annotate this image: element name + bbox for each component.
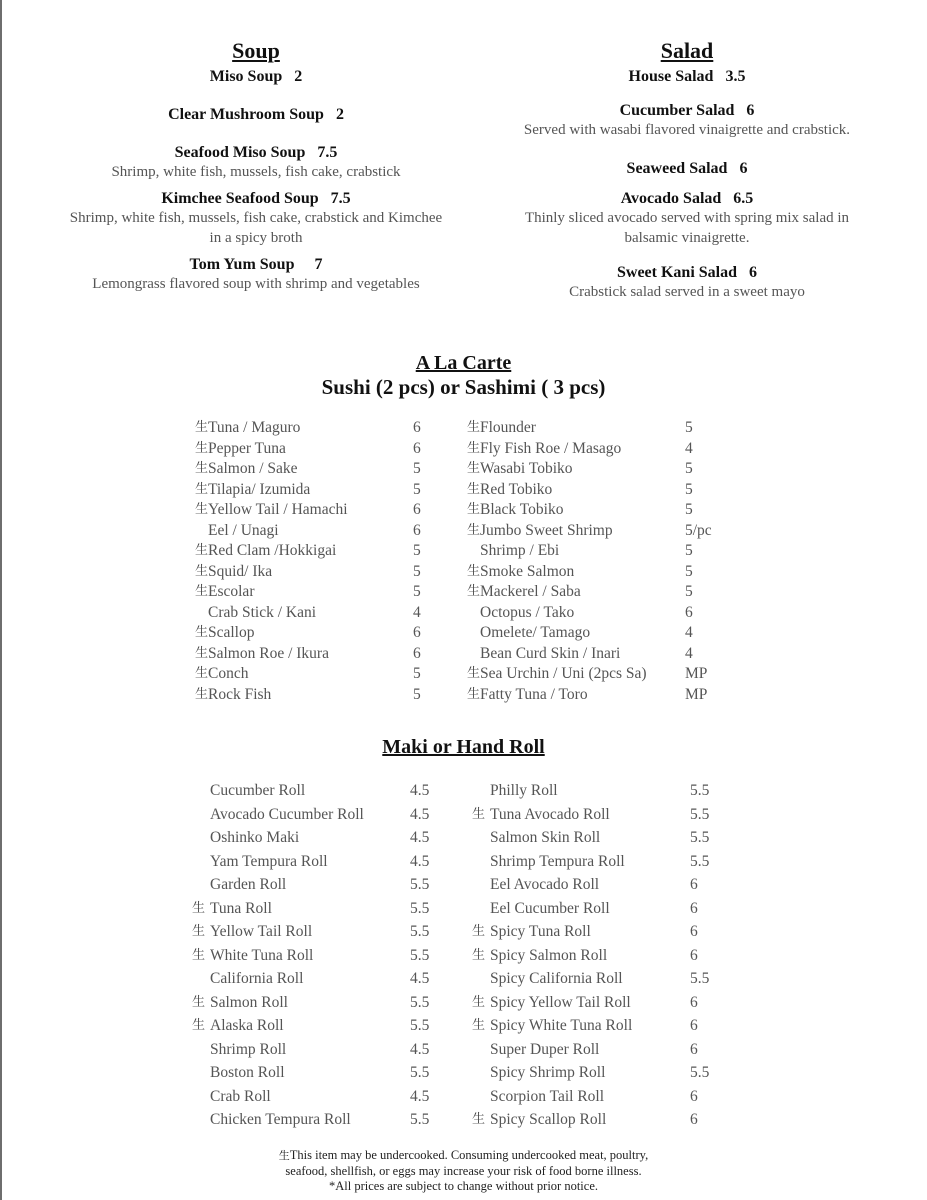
alacarte-row <box>195 459 435 480</box>
maki-row <box>192 850 452 874</box>
menu-item-name: Crab Stick / Kani <box>208 603 317 621</box>
menu-item-price: 5.5 <box>690 829 710 846</box>
menu-item-name: Tuna / Maguro <box>208 419 301 436</box>
maki-list-left <box>192 779 452 1132</box>
maki-row <box>192 1085 452 1109</box>
maki-row <box>472 850 732 874</box>
menu-item-name: Garden Roll <box>210 876 287 893</box>
alacarte-list-left <box>195 418 435 705</box>
raw-item-icon: 生 <box>472 924 486 939</box>
raw-item-icon: 生 <box>195 440 209 456</box>
alacarte-row <box>195 439 435 460</box>
salad-title: Salad <box>660 38 714 63</box>
menu-item-name: Yam Tempura Roll <box>210 852 328 870</box>
raw-item-icon: 生 <box>467 481 481 497</box>
menu-item-name: Scorpion Tail Roll <box>490 1087 605 1105</box>
alacarte-row <box>195 582 435 603</box>
menu-item-price: 4 <box>685 439 693 457</box>
footer-line-1 <box>0 1148 927 1164</box>
raw-item-icon: 生 <box>467 420 481 435</box>
menu-item-name: Cucumber Roll <box>210 782 306 799</box>
raw-item-icon: 生 <box>195 666 209 681</box>
menu-item-price: 6 <box>413 501 421 518</box>
menu-item-name: Scallop <box>208 624 255 641</box>
soup-title: Soup <box>232 38 280 63</box>
alacarte-row <box>467 603 737 624</box>
menu-item-name: Fly Fish Roe / Masago <box>480 439 622 457</box>
menu-item-name: Eel Cucumber Roll <box>490 899 610 917</box>
salad-item <box>477 160 897 178</box>
salad-item <box>477 68 897 86</box>
menu-item-price: 6 <box>413 521 421 539</box>
salad-item-label: Avocado Salad 6.5 <box>620 190 754 207</box>
soup-item <box>46 106 466 124</box>
menu-item-price: 4.5 <box>410 1087 430 1105</box>
menu-item-price: 5 <box>413 562 421 580</box>
menu-item-price: 5 <box>685 562 693 580</box>
maki-row <box>472 944 732 968</box>
raw-item-icon: 生 <box>195 481 209 497</box>
alacarte-header <box>0 352 927 400</box>
maki-row <box>192 1014 452 1038</box>
raw-item-icon: 生 <box>195 543 209 558</box>
maki-row <box>192 1038 452 1062</box>
menu-item-price: 6 <box>690 1017 698 1034</box>
salad-item <box>477 264 897 302</box>
menu-item-price: 5.5 <box>410 1017 430 1034</box>
menu-item-price: 4.5 <box>410 829 430 846</box>
alacarte-row <box>195 664 435 685</box>
alacarte-row <box>467 582 737 603</box>
alacarte-row <box>195 418 435 439</box>
menu-item-name: Philly Roll <box>490 782 558 799</box>
maki-row <box>472 826 732 850</box>
alacarte-row <box>467 500 737 521</box>
raw-item-icon: 生 <box>192 1018 206 1033</box>
menu-item-price: 5.5 <box>410 923 430 940</box>
maki-row <box>192 944 452 968</box>
menu-item-name: Spicy Tuna Roll <box>490 923 591 940</box>
raw-item-icon: 生 <box>472 1018 486 1033</box>
alacarte-subtitle: Sushi (2 pcs) or Sashimi ( 3 pcs) <box>321 375 606 399</box>
menu-item-name: Mackerel / Saba <box>480 583 581 600</box>
menu-item-price: 5 <box>413 685 421 703</box>
menu-item-name: Pepper Tuna <box>208 439 286 457</box>
menu-item-name: Tuna Roll <box>210 899 272 917</box>
menu-item-price: 5.5 <box>410 1064 430 1081</box>
maki-row <box>472 920 732 944</box>
alacarte-row <box>467 623 737 644</box>
menu-item-name: Bean Curd Skin / Inari <box>480 644 621 662</box>
alacarte-row <box>467 521 737 542</box>
raw-item-icon: 生 <box>467 522 481 538</box>
raw-item-icon: 生 <box>472 1112 486 1127</box>
raw-item-icon: 生 <box>195 502 209 517</box>
raw-item-icon: 生 <box>192 924 206 939</box>
menu-item-price: 6 <box>413 439 421 457</box>
menu-item-price: 5 <box>413 542 421 559</box>
menu-item-price: 4.5 <box>410 805 430 823</box>
menu-item-name: Alaska Roll <box>210 1017 284 1034</box>
soup-item <box>46 144 466 182</box>
soup-item <box>46 256 466 294</box>
menu-item-name: Eel Avocado Roll <box>490 876 600 893</box>
menu-item-price: 4 <box>685 644 693 662</box>
menu-item-price: 4.5 <box>410 782 430 799</box>
menu-item-name: Shrimp / Ebi <box>480 542 560 559</box>
menu-item-price: 5.5 <box>410 946 430 964</box>
menu-item-price: 5.5 <box>410 1111 430 1128</box>
menu-item-price: 5 <box>413 480 421 498</box>
maki-row <box>472 1061 732 1085</box>
raw-item-icon: 生 <box>192 947 206 963</box>
alacarte-row <box>195 603 435 624</box>
maki-row <box>192 1061 452 1085</box>
menu-item-name: Spicy Salmon Roll <box>490 946 608 964</box>
salad-item-label: House Salad 3.5 <box>628 68 746 85</box>
raw-item-icon: 生 <box>195 563 209 579</box>
menu-item-name: Tilapia/ Izumida <box>208 480 311 498</box>
soup-item-label: Kimchee Seafood Soup 7.5 <box>161 190 351 207</box>
alacarte-row <box>467 644 737 665</box>
salad-item-label: Seaweed Salad 6 <box>626 160 748 177</box>
maki-row <box>472 779 732 803</box>
menu-item-price: MP <box>685 665 708 682</box>
maki-row <box>192 1108 452 1132</box>
menu-item-name: Black Tobiko <box>480 501 564 518</box>
maki-row <box>472 803 732 827</box>
alacarte-row <box>467 541 737 562</box>
menu-item-name: Fatty Tuna / Toro <box>480 685 588 703</box>
maki-row <box>472 1085 732 1109</box>
menu-item-price: 6 <box>690 876 698 893</box>
raw-item-icon: 生 <box>472 806 486 822</box>
menu-item-price: 4 <box>413 603 421 621</box>
alacarte-row <box>195 644 435 665</box>
menu-item-name: Eel / Unagi <box>208 521 279 539</box>
footer-line-2: seafood, shellfish, or eggs may increase your risk of food borne illness. <box>285 1163 642 1178</box>
menu-item-price: 6 <box>690 993 698 1011</box>
raw-item-icon: 生 <box>195 420 209 435</box>
maki-header <box>0 736 927 759</box>
raw-item-icon: 生 <box>195 645 209 661</box>
maki-row <box>472 873 732 897</box>
page-left-border <box>0 0 2 1200</box>
salad-item <box>477 190 897 248</box>
alacarte-title: A La Carte <box>415 352 512 374</box>
menu-item-name: Salmon Skin Roll <box>490 829 601 846</box>
maki-row <box>472 1014 732 1038</box>
raw-item-icon: 生 <box>467 666 481 681</box>
menu-item-price: 5 <box>413 583 421 600</box>
menu-item-price: 5.5 <box>690 1064 710 1081</box>
alacarte-row <box>195 521 435 542</box>
menu-item-name: Salmon / Sake <box>208 460 298 477</box>
menu-item-price: 5.5 <box>410 876 430 893</box>
soup-item-label: Miso Soup 2 <box>209 68 303 85</box>
alacarte-row <box>195 541 435 562</box>
soup-item-label: Tom Yum Soup 7 <box>189 256 323 273</box>
menu-item-price: 6 <box>690 899 698 917</box>
soup-item-desc: Shrimp, white fish, mussels, fish cake, crabstick <box>111 164 401 180</box>
menu-item-name: Octopus / Tako <box>480 603 575 621</box>
menu-item-price: 6 <box>413 644 421 662</box>
raw-item-icon: 生 <box>467 440 481 456</box>
menu-item-price: 5 <box>685 419 693 436</box>
maki-row <box>472 897 732 921</box>
salad-item-desc: Crabstick salad served in a sweet mayo <box>569 284 805 300</box>
alacarte-list-right <box>467 418 737 705</box>
menu-item-name: Oshinko Maki <box>210 829 300 846</box>
salad-item <box>477 102 897 140</box>
maki-row <box>192 779 452 803</box>
menu-item-price: 4.5 <box>410 1040 430 1058</box>
menu-item-price: 5.5 <box>690 970 710 987</box>
footer-line-3: *All prices are subject to change without prior notice. <box>328 1179 598 1193</box>
raw-item-icon: 生 <box>472 947 486 963</box>
raw-item-icon: 生 <box>195 584 209 599</box>
maki-row <box>192 897 452 921</box>
maki-row <box>472 1108 732 1132</box>
menu-item-name: Yellow Tail / Hamachi <box>208 501 348 518</box>
raw-item-icon: 生 <box>192 900 206 916</box>
alacarte-row <box>467 562 737 583</box>
raw-item-icon: 生 <box>467 563 481 579</box>
maki-row <box>192 920 452 944</box>
menu-item-name: Rock Fish <box>208 685 272 703</box>
menu-item-name: Conch <box>208 665 249 682</box>
menu-item-price: 6 <box>690 946 698 964</box>
alacarte-row <box>195 562 435 583</box>
menu-item-name: Omelete/ Tamago <box>480 624 591 641</box>
menu-item-price: 5.5 <box>690 805 710 823</box>
alacarte-row <box>467 480 737 501</box>
menu-item-price: 5 <box>413 665 421 682</box>
menu-item-name: Salmon Roe / Ikura <box>208 644 329 662</box>
menu-item-price: 6 <box>685 603 693 621</box>
menu-item-price: 4 <box>685 624 693 641</box>
footer-line-1-text: This item may be undercooked. Consuming undercooked meat, poultry, <box>289 1148 649 1162</box>
maki-row <box>472 1038 732 1062</box>
maki-row <box>192 803 452 827</box>
soup-item-label: Seafood Miso Soup 7.5 <box>174 144 338 161</box>
raw-item-icon: 生 <box>192 994 206 1010</box>
menu-item-name: Spicy Yellow Tail Roll <box>490 993 631 1011</box>
footer-disclaimer <box>0 1148 927 1195</box>
menu-item-price: 5.5 <box>690 782 710 799</box>
menu-item-price: 4.5 <box>410 852 430 870</box>
menu-item-price: 5.5 <box>410 993 430 1011</box>
menu-item-price: 5.5 <box>690 852 710 870</box>
alacarte-row <box>195 623 435 644</box>
alacarte-row <box>195 480 435 501</box>
soup-item-label: Clear Mushroom Soup 2 <box>168 106 344 123</box>
raw-item-icon: 生 <box>195 461 209 476</box>
menu-item-name: Spicy Shrimp Roll <box>490 1064 606 1081</box>
salad-item-label: Sweet Kani Salad 6 <box>616 264 757 281</box>
menu-item-price: 6 <box>413 624 421 641</box>
menu-item-price: 4.5 <box>410 970 430 987</box>
menu-item-name: Chicken Tempura Roll <box>210 1111 351 1128</box>
soup-item-desc: Shrimp, white fish, mussels, fish cake, crabstick and Kimchee in a spicy broth <box>69 210 443 246</box>
menu-item-name: Super Duper Roll <box>490 1040 600 1058</box>
soup-item <box>46 68 466 86</box>
menu-item-price: 5 <box>685 480 693 498</box>
menu-item-name: Squid/ Ika <box>208 562 273 580</box>
maki-row <box>472 967 732 991</box>
menu-item-name: White Tuna Roll <box>210 946 314 964</box>
alacarte-row <box>467 664 737 685</box>
menu-item-name: Salmon Roll <box>210 993 288 1011</box>
menu-item-price: 6 <box>690 1111 698 1128</box>
raw-item-icon: 生 <box>195 686 209 702</box>
menu-item-price: 5 <box>685 501 693 518</box>
salad-item-desc: Thinly sliced avocado served with spring mix salad in balsamic vinaigrette. <box>524 210 850 246</box>
maki-row <box>472 991 732 1015</box>
raw-item-icon: 生 <box>467 502 481 517</box>
menu-item-name: Flounder <box>480 419 536 436</box>
raw-item-icon: 生 <box>278 1149 290 1162</box>
raw-item-icon: 生 <box>195 625 209 640</box>
menu-item-name: Crab Roll <box>210 1087 271 1105</box>
soup-section <box>46 38 466 294</box>
menu-item-name: Avocado Cucumber Roll <box>210 805 364 823</box>
menu-item-price: 5 <box>685 583 693 600</box>
menu-item-name: California Roll <box>210 970 304 987</box>
maki-list-right <box>472 779 732 1132</box>
menu-item-price: 5 <box>685 460 693 477</box>
soup-item <box>46 190 466 248</box>
menu-item-name: Jumbo Sweet Shrimp <box>480 521 613 539</box>
menu-item-name: Spicy White Tuna Roll <box>490 1017 633 1034</box>
maki-row <box>192 826 452 850</box>
alacarte-row <box>195 500 435 521</box>
menu-item-name: Escolar <box>208 583 255 600</box>
menu-item-name: Boston Roll <box>210 1064 285 1081</box>
alacarte-row <box>467 685 737 706</box>
menu-item-price: 5 <box>685 542 693 559</box>
maki-row <box>192 873 452 897</box>
raw-item-icon: 生 <box>467 686 481 702</box>
menu-item-name: Red Clam /Hokkigai <box>208 542 337 559</box>
menu-item-name: Spicy California Roll <box>490 970 623 987</box>
alacarte-row <box>467 459 737 480</box>
raw-item-icon: 生 <box>472 994 486 1010</box>
menu-item-price: MP <box>685 685 708 703</box>
menu-item-name: Red Tobiko <box>480 480 553 498</box>
soup-item-desc: Lemongrass flavored soup with shrimp and vegetables <box>92 276 420 292</box>
menu-item-price: 6 <box>690 1087 698 1105</box>
salad-item-label: Cucumber Salad 6 <box>619 102 755 119</box>
menu-item-name: Sea Urchin / Uni (2pcs Sa) <box>480 665 647 682</box>
maki-row <box>192 967 452 991</box>
menu-item-price: 6 <box>413 419 421 436</box>
menu-item-price: 6 <box>690 923 698 940</box>
menu-item-name: Spicy Scallop Roll <box>490 1111 607 1128</box>
alacarte-row <box>467 418 737 439</box>
menu-item-price: 5.5 <box>410 899 430 917</box>
menu-item-name: Smoke Salmon <box>480 562 575 580</box>
salad-section <box>477 38 897 302</box>
menu-item-name: Yellow Tail Roll <box>210 923 313 940</box>
menu-item-price: 5 <box>413 460 421 477</box>
salad-item-desc: Served with wasabi flavored vinaigrette and crabstick. <box>523 122 851 138</box>
maki-title: Maki or Hand Roll <box>382 736 545 758</box>
menu-item-price: 6 <box>690 1040 698 1058</box>
alacarte-row <box>467 439 737 460</box>
menu-item-name: Tuna Avocado Roll <box>490 805 610 823</box>
alacarte-row <box>195 685 435 706</box>
raw-item-icon: 生 <box>467 584 481 599</box>
menu-item-name: Shrimp Roll <box>210 1040 287 1058</box>
menu-item-price: 5/pc <box>685 521 712 539</box>
raw-item-icon: 生 <box>467 461 481 476</box>
maki-row <box>192 991 452 1015</box>
menu-item-name: Wasabi Tobiko <box>480 460 573 477</box>
menu-item-name: Shrimp Tempura Roll <box>490 852 625 870</box>
